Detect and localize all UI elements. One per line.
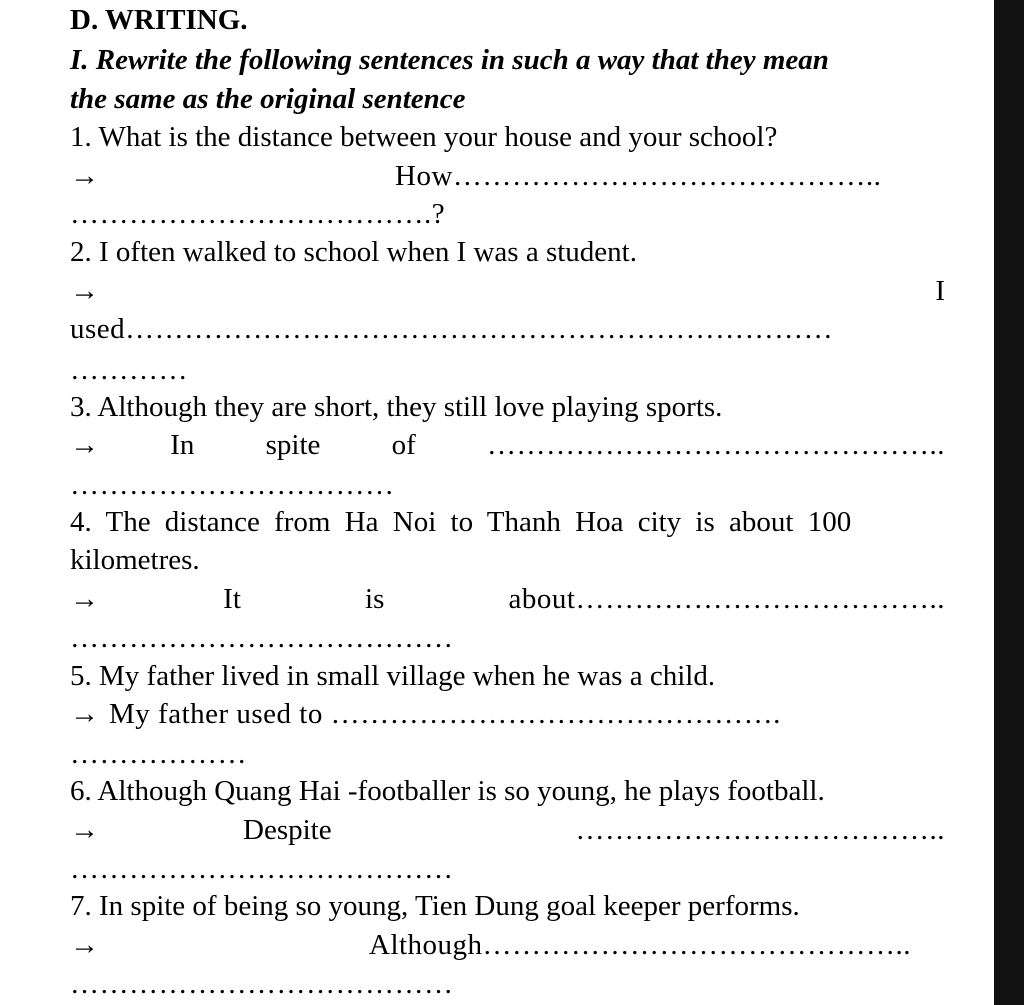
exercise-4-continuation[interactable]: ………………………………… xyxy=(70,622,454,654)
exercise-5-prompt: 5. My father lived in small village when he was a child. xyxy=(70,660,716,692)
exercise-6-answer-line xyxy=(70,812,945,848)
exercise-3-word-in: In xyxy=(170,429,195,461)
exercise-3-word-spite: spite xyxy=(265,429,321,461)
exercise-3-answer-blank[interactable]: ……………………………………….. xyxy=(487,429,945,461)
exercise-7-answer-start[interactable]: Although…………………………………….. xyxy=(369,929,912,961)
exercise-4-prompt-text: 4. The distance from Ha Noi to Thanh Hoa city is about 100 xyxy=(70,506,852,538)
exercise-1-answer-line xyxy=(70,158,945,194)
exercise-6-continuation[interactable]: ………………………………… xyxy=(70,853,454,885)
exercise-5-continuation[interactable]: ……………… xyxy=(70,738,247,770)
instruction-line-2: the same as the original sentence xyxy=(70,83,466,115)
exercise-4-word-is: is xyxy=(365,583,385,615)
exercise-4-prompt-line-2: kilometres. xyxy=(70,544,200,576)
arrow-icon: → xyxy=(70,929,99,961)
arrow-icon: → xyxy=(70,583,99,615)
exercise-2-answer-start: I xyxy=(935,275,945,307)
arrow-icon: → xyxy=(70,275,99,307)
exercise-2-prompt: 2. I often walked to school when I was a student. xyxy=(70,236,637,268)
exercise-3-word-of: of xyxy=(391,429,416,461)
exercise-1-prompt: 1. What is the distance between your house and your school? xyxy=(70,121,778,153)
exercise-7-continuation[interactable]: ………………………………… xyxy=(70,968,454,1000)
arrow-icon: → xyxy=(70,160,99,192)
arrow-icon: → xyxy=(70,698,99,730)
exercise-4-answer-blank[interactable]: about……………………………….. xyxy=(508,583,945,615)
section-heading: D. WRITING. xyxy=(70,4,248,36)
exercise-2-continuation-2[interactable]: ………… xyxy=(70,354,188,386)
page-edge-shadow xyxy=(994,0,1024,1005)
exercise-4-word-it: It xyxy=(223,583,241,615)
exercise-6-answer-blank[interactable]: ……………………………….. xyxy=(575,814,945,846)
exercise-7-answer-line xyxy=(70,927,945,963)
exercise-6-word-despite: Despite xyxy=(243,814,332,846)
instruction-line-1: I. Rewrite the following sentences in such a way that they mean xyxy=(70,44,829,76)
arrow-icon: → xyxy=(70,429,99,461)
exercise-5-answer-line xyxy=(70,696,781,732)
exercise-3-continuation[interactable]: …………………………… xyxy=(70,469,395,501)
arrow-icon: → xyxy=(70,814,99,846)
exercise-2-continuation[interactable]: used……………………………………………………………… xyxy=(70,313,834,345)
exercise-4-answer-line xyxy=(70,581,945,617)
exercise-4-prompt-line-1 xyxy=(70,504,945,540)
exercise-1-continuation[interactable]: ……………………………….? xyxy=(70,198,446,230)
exercise-6-prompt: 6. Although Quang Hai -footballer is so young, he plays football. xyxy=(70,775,825,807)
exercise-3-answer-line xyxy=(70,427,945,463)
exercise-1-answer-start[interactable]: How…………………………………….. xyxy=(395,160,882,192)
exercise-3-prompt: 3. Although they are short, they still love playing sports. xyxy=(70,391,723,423)
exercise-5-answer-start[interactable]: My father used to ………………………………………. xyxy=(109,698,781,730)
exercise-2-answer-line xyxy=(70,273,945,309)
exercise-7-prompt: 7. In spite of being so young, Tien Dung goal keeper performs. xyxy=(70,890,800,922)
